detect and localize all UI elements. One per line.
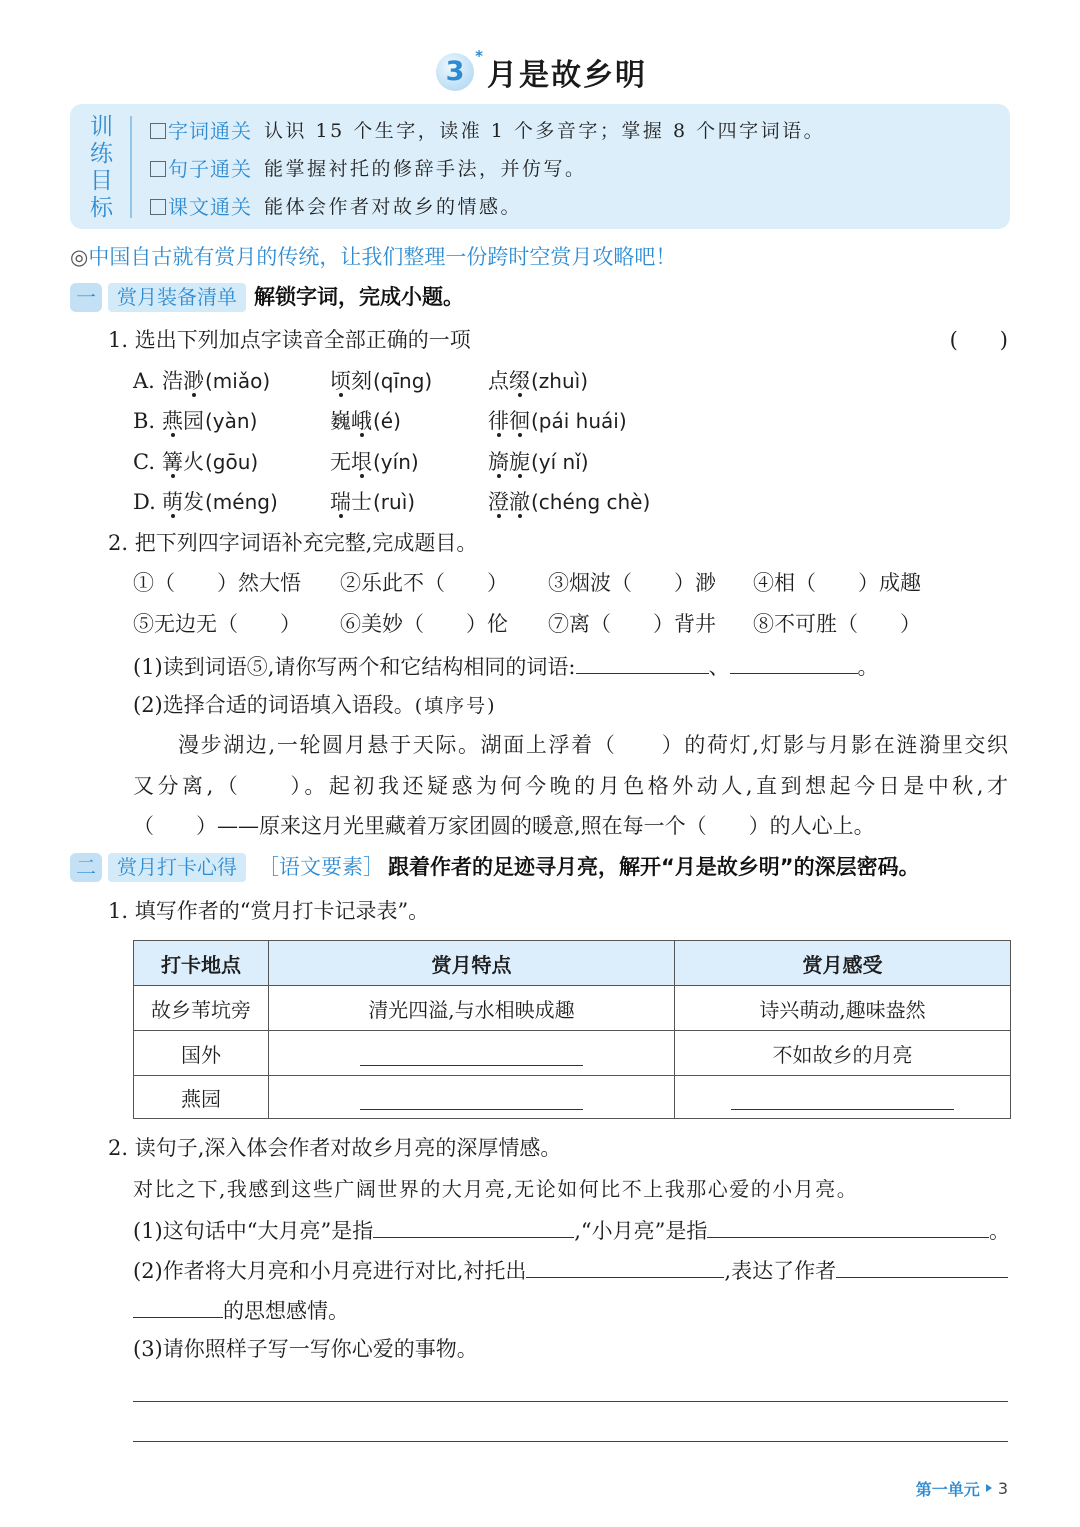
option-word: [488, 406, 627, 436]
section-label: 赏月装备清单: [108, 283, 246, 312]
question-prompt: 1. 选出下列加点字读音全部正确的一项: [108, 328, 471, 352]
sub-question: (3)请你照样子写一写你心爱的事物。: [133, 1337, 478, 1361]
goals-divider: [130, 116, 132, 218]
quoted-sentence: 对比之下,我感到这些广阔世界的大月亮,无论如何比不上我那心爱的小月亮。: [133, 1177, 859, 1201]
option-word: [162, 447, 258, 477]
passage-line: 漫步湖边,一轮圆月悬于天际。湖面上浮着（ ）的荷灯,灯影与月影在涟漪里交织: [178, 733, 1008, 757]
feeling-cell: 不如故乡的月亮: [675, 1031, 1011, 1076]
training-goals-panel: [70, 104, 1010, 229]
option-word: [162, 487, 278, 517]
option-word: [488, 487, 650, 517]
character: 点: [488, 369, 509, 393]
dotted-character: 徊: [509, 406, 530, 436]
goal-text: 认识 15 个生字，读准 1 个多音字；掌握 8 个四字词语。: [264, 120, 826, 142]
idiom-item: ④相（ ）成趣: [753, 571, 921, 595]
answer-blank[interactable]: [730, 650, 858, 674]
intro-text: 中国自古就有赏月的传统，让我们整理一份跨时空赏月攻略吧！: [88, 245, 677, 269]
goal-text: 能掌握衬托的修辞手法，并仿写。: [264, 158, 587, 180]
lesson-number: 3: [445, 56, 465, 87]
table-row: [134, 1076, 1011, 1119]
sub-question-text: ,表达了作者: [724, 1259, 837, 1283]
answer-blank[interactable]: [576, 650, 709, 674]
option-word: [488, 366, 588, 396]
dotted-character: 峨: [351, 406, 372, 436]
character: 园: [183, 409, 204, 433]
q1-options: [133, 366, 833, 526]
option-word: [330, 406, 401, 436]
character: 浩: [162, 369, 183, 393]
table-row: [134, 986, 1011, 1031]
idiom-item: ⑧不可胜（ ）: [753, 612, 921, 636]
passage-line: 又分离,（ ）。起初我还疑惑为何今晚的月色格外动人,直到想起今日是中秋,才: [133, 774, 1008, 798]
feature-cell: [269, 1076, 675, 1119]
section-number-badge: 一: [70, 283, 102, 312]
writing-line[interactable]: [133, 1441, 1008, 1442]
place-cell: 国外: [134, 1031, 269, 1076]
dotted-character: 萌: [162, 487, 183, 517]
answer-blank[interactable]: [360, 1042, 583, 1066]
goal-tag: 课文通关: [168, 195, 252, 219]
separator: 、: [708, 655, 730, 679]
answer-blank[interactable]: [836, 1254, 1008, 1278]
table-header-row: [134, 941, 1011, 986]
moon-viewing-log-table: [133, 940, 1011, 1119]
dotted-character: 旎: [509, 447, 530, 477]
section-label: 赏月打卡心得: [108, 853, 246, 882]
end-mark: 。: [857, 655, 879, 679]
column-header: 赏月特点: [269, 941, 675, 986]
sub-question-note: (填序号): [414, 695, 497, 717]
triangle-right-icon: [986, 1484, 992, 1492]
dotted-character: 燕: [162, 406, 183, 436]
section-number-badge: 二: [70, 853, 102, 882]
sub-question: [133, 1214, 1010, 1244]
goal-item: [150, 154, 587, 184]
answer-blank[interactable]: [731, 1086, 954, 1110]
dotted-character: 澄: [488, 487, 509, 517]
place-cell: 燕园: [134, 1076, 269, 1119]
table-row: [134, 1031, 1011, 1076]
checkbox-icon[interactable]: [150, 123, 166, 139]
pinyin: (miǎo): [205, 369, 271, 393]
lesson-number-badge: [436, 47, 483, 91]
column-header: 打卡地点: [134, 941, 269, 986]
sub-question-text: (2)选择合适的词语填入语段。: [133, 693, 415, 717]
goal-item: [150, 192, 522, 222]
option-word: [162, 406, 257, 436]
answer-blank[interactable]: [526, 1254, 724, 1278]
sub-question-text: (2)作者将大月亮和小月亮进行对比,衬托出: [133, 1259, 527, 1283]
character: 发: [183, 490, 204, 514]
option-letter: A.: [133, 369, 155, 393]
dotted-character: 渺: [183, 366, 204, 396]
section-instruction: 解锁字词，完成小题。: [254, 285, 464, 309]
sub-question: [133, 1254, 1008, 1284]
intro-line: [70, 242, 676, 272]
unit-label: 第一单元: [915, 1479, 980, 1499]
pinyin: (é): [373, 409, 401, 433]
character: 火: [183, 450, 204, 474]
option-word: [330, 487, 415, 517]
pinyin: (qīng): [373, 369, 433, 393]
answer-blank[interactable]: [707, 1214, 989, 1238]
option-row: [133, 447, 833, 477]
page-number: 3: [997, 1478, 1008, 1498]
training-goals-label: 训练目标: [86, 114, 112, 222]
option-row: [133, 366, 833, 396]
checkbox-icon[interactable]: [150, 199, 166, 215]
dotted-character: 瑞: [330, 487, 351, 517]
dotted-character: 澈: [509, 487, 530, 517]
answer-blank[interactable]: [373, 1214, 574, 1238]
page-footer: [916, 1476, 1008, 1500]
answer-blank[interactable]: [360, 1086, 583, 1110]
option-letter: B.: [133, 409, 156, 433]
dotted-character: 缀: [509, 366, 530, 396]
option-word: [488, 447, 589, 477]
writing-line[interactable]: [133, 1401, 1008, 1402]
goal-item: [150, 116, 825, 146]
character: 无: [330, 450, 351, 474]
passage-line: （ ）——原来这月光里藏着万家团圆的暖意,照在每一个（ ）的人心上。: [133, 814, 875, 838]
page-title: 月是故乡明: [487, 58, 647, 93]
dotted-character: 旖: [488, 447, 509, 477]
place-cell: 故乡苇坑旁: [134, 986, 269, 1031]
pinyin: (pái huái): [531, 409, 627, 433]
idiom-item: ⑥美妙（ ）伦: [340, 612, 508, 636]
lesson-title: [436, 47, 647, 94]
checkbox-icon[interactable]: [150, 161, 166, 177]
answer-parenthesis[interactable]: ( ): [949, 328, 1008, 352]
idiom-item: ②乐此不（ ）: [340, 571, 508, 595]
option-word: [330, 366, 432, 396]
idiom-item: ①（ ）然大悟: [133, 571, 301, 595]
question-prompt: 2. 把下列四字词语补充完整,完成题目。: [108, 531, 478, 555]
dotted-character: 徘: [488, 406, 509, 436]
sub-question-continued: [133, 1294, 349, 1324]
option-word: [330, 447, 419, 477]
pinyin: (chéng chè): [531, 490, 651, 514]
pinyin: (zhuì): [531, 369, 589, 393]
sub-question-text: (1)读到词语⑤,请你写两个和它结构相同的词语:: [133, 655, 576, 679]
dotted-character: 顷: [330, 366, 351, 396]
star-mark: *: [475, 47, 483, 65]
option-letter: D.: [133, 490, 156, 514]
pinyin: (yàn): [205, 409, 258, 433]
pinyin: (yín): [373, 450, 419, 474]
character: 巍: [330, 409, 351, 433]
pinyin: (yí nǐ): [531, 450, 589, 474]
pinyin: (méng): [205, 490, 278, 514]
idiom-item: ⑤无边无（ ）: [133, 612, 301, 636]
sub-question-text: ,“小月亮”是指: [574, 1219, 708, 1243]
character: 刻: [351, 369, 372, 393]
option-row: [133, 406, 833, 436]
pinyin: (gōu): [205, 450, 259, 474]
feature-cell: 清光四溢,与水相映成趣: [269, 986, 675, 1031]
section-instruction: 跟着作者的足迹寻月亮，解开“月是故乡明”的深层密码。: [388, 855, 920, 879]
column-header: 赏月感受: [675, 941, 1011, 986]
option-word: [162, 366, 270, 396]
goal-text: 能体会作者对故乡的情感。: [264, 196, 523, 218]
feeling-cell: 诗兴萌动,趣味盎然: [675, 986, 1011, 1031]
idiom-item: ⑦离（ ）背井: [548, 612, 716, 636]
end-mark: 。: [989, 1219, 1010, 1243]
dotted-character: 篝: [162, 447, 183, 477]
character: 士: [351, 490, 372, 514]
goal-tag: 句子通关: [168, 157, 252, 181]
pinyin: (ruì): [373, 490, 416, 514]
question-prompt: 2. 读句子,深入体会作者对故乡月亮的深厚情感。: [108, 1136, 562, 1160]
idiom-list: [133, 568, 1008, 640]
section-tag: ［语文要素］: [258, 855, 384, 879]
sub-question-text: 的思想感情。: [223, 1299, 349, 1323]
feature-cell: [269, 1031, 675, 1076]
double-circle-icon: ◎: [70, 245, 89, 269]
goal-tag: 字词通关: [168, 119, 252, 143]
option-letter: C.: [133, 450, 155, 474]
sub-question: [133, 690, 497, 720]
question-prompt: 1. 填写作者的“赏月打卡记录表”。: [108, 899, 430, 923]
answer-blank[interactable]: [133, 1294, 223, 1318]
sub-question: [133, 650, 879, 680]
dotted-character: 垠: [351, 447, 372, 477]
feeling-cell: [675, 1076, 1011, 1119]
sub-question-text: (1)这句话中“大月亮”是指: [133, 1219, 374, 1243]
idiom-item: ③烟波（ ）渺: [548, 571, 716, 595]
option-row: [133, 487, 833, 517]
